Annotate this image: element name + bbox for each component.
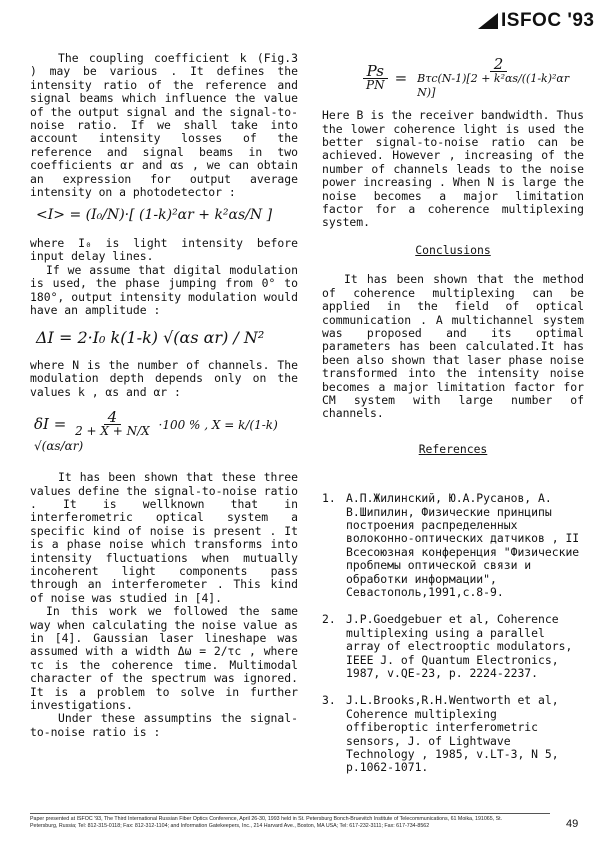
paragraph: It has been shown that these three values define the signal-to-noise ratio . It is wellknown that in interferometric optical system a specific kind of noise is present . It is a phase noise which transforms into intensity fluctuations when mutually incoherent light components pass through an interferometer . This kind of noise was studied in [4].	[30, 470, 298, 605]
snr-rhs	[413, 55, 584, 99]
equation-modulation-depth	[34, 407, 298, 453]
conference-logo	[478, 10, 595, 32]
equation-snr	[362, 55, 584, 99]
reference-text: J.P.Goedgebuer et al, Coherence multiplexing using a parallel array of electrooptic modulators, IEEE J. of Quantum Electronics, 1987, v.QE-23, p. 2224-2237.	[346, 612, 573, 681]
reference-text: J.L.Brooks,R.H.Wentworth et al, Coherence multiplexing offiberoptic interferometric sensors, J. of Lightwave Technology , 1985, v.LT-3, N 5, p.1062-1071.	[346, 693, 559, 775]
paragraph: If we assume that digital modulation is used, the phase jumping from 0° to 180°, output intensity modulation would have an amplitude :	[30, 262, 298, 317]
eq-lhs: δI =	[34, 414, 67, 433]
equation-modulation-amplitude: ΔI = 2·I₀ k(1-k) √(αs αr) / N²	[36, 328, 265, 348]
paragraph: The coupling coefficient k (Fig.3 ) may be various . It defines the intensity ratio of the reference and signal beams which influence the value of the output signal and the signal-to-noise ratio. If we shall take into account intensity losses of the reference and signal beams in two coefficients αr and αs , we can obtain an expression for output average intensity on a photodetector :	[30, 51, 298, 200]
eq-fraction	[71, 407, 154, 439]
snr-rhs-numerator: 2	[490, 58, 508, 72]
paragraph: where I₀ is light intensity before input delay lines.	[30, 235, 298, 264]
left-column	[30, 52, 298, 739]
section-heading-conclusions: Conclusions	[415, 242, 491, 257]
logo-triangle-icon	[478, 13, 498, 29]
snr-rhs-denominator: Bτc(N-1)[2 + k²αs/((1-k)²αr N)]	[417, 72, 570, 99]
reference-text: А.П.Жилинский, Ю.А.Русанов, А. В.Шипилин, Физические принципы построения распределенных волоконно-оптических датчиков , II Всесоюзная конференция "Физические пробпемы оптической связи и обработки информации", Севастополь,1991,с.8-9.	[346, 491, 580, 599]
paragraph: Under these assumptins the signal-to-noise ratio is :	[30, 711, 298, 739]
reference-item	[322, 492, 584, 599]
paragraph: Here B is the receiver bandwidth. Thus the lower coherence light is used the better signal-to-noise ratio can be achieved. However , increasing of the number of channels leads to the noise power increasing . When N is large the noise becomes a major limitation factor for a coherence multiplexing system.	[322, 108, 584, 230]
reference-number: 3.	[322, 693, 336, 708]
reference-number: 2.	[322, 612, 336, 627]
page-number: 49	[566, 818, 579, 830]
paragraph: where N is the number of channels. The modulation depth depends only on the values k , αs and αr :	[30, 357, 298, 399]
equals-sign: =	[394, 68, 408, 87]
logo-text: ISFOC '93	[501, 10, 595, 31]
paragraph: It has been shown that the method of coherence multiplexing can be applied in the field of optical communication . A multichannel system was proposed and its optimal parameters has been calculated.It has been also shown that laser phase noise transformed into the intensity noise becomes a major limitation factor for CM system with large number of channels.	[322, 272, 584, 421]
eq-rest: ·100 % , X = k/(1-k) √(αs/αr)	[34, 417, 278, 453]
eq-denominator: 2 + X + N/X	[75, 424, 150, 439]
paragraph: In this work we followed the same way when calculating the noise value as in [4]. Gaussian laser lineshape was assumed with a width Δω = 2/τc , where τc is the coherence time. Multimodal character of the spectrum was ignored. It is a problem to solve in further investigations.	[30, 604, 298, 713]
right-column	[322, 52, 584, 789]
reference-number: 1.	[322, 491, 336, 506]
reference-item	[322, 694, 584, 774]
snr-lhs-numerator: Ps	[363, 65, 388, 79]
snr-lhs	[362, 61, 389, 93]
footer-note: Paper presented at ISFOC '93, The Third International Russian Fiber Optics Conference, April 26-30, 1993 held in St. Petersburg Bonch-Bruevitch Institute of Telecommunications, 61 Moika, 191065, St. Petersburg, Russia; Tel: 812-315-0118; Fax: 812-312-1104; and Information Gatekeepers, Inc., 214 Harvard Ave., Boston, MA USA; Tel: 617-232-3111; Fax: 617-734-8562	[30, 816, 503, 829]
section-heading-references: References	[418, 441, 488, 456]
equation-average-intensity: <I> = (I₀/N)·[ (1-k)²αr + k²αs/N ]	[36, 207, 273, 224]
footer-divider	[30, 813, 550, 814]
snr-lhs-denominator: PN	[366, 78, 385, 93]
eq-numerator: 4	[104, 411, 122, 425]
reference-item	[322, 613, 584, 680]
